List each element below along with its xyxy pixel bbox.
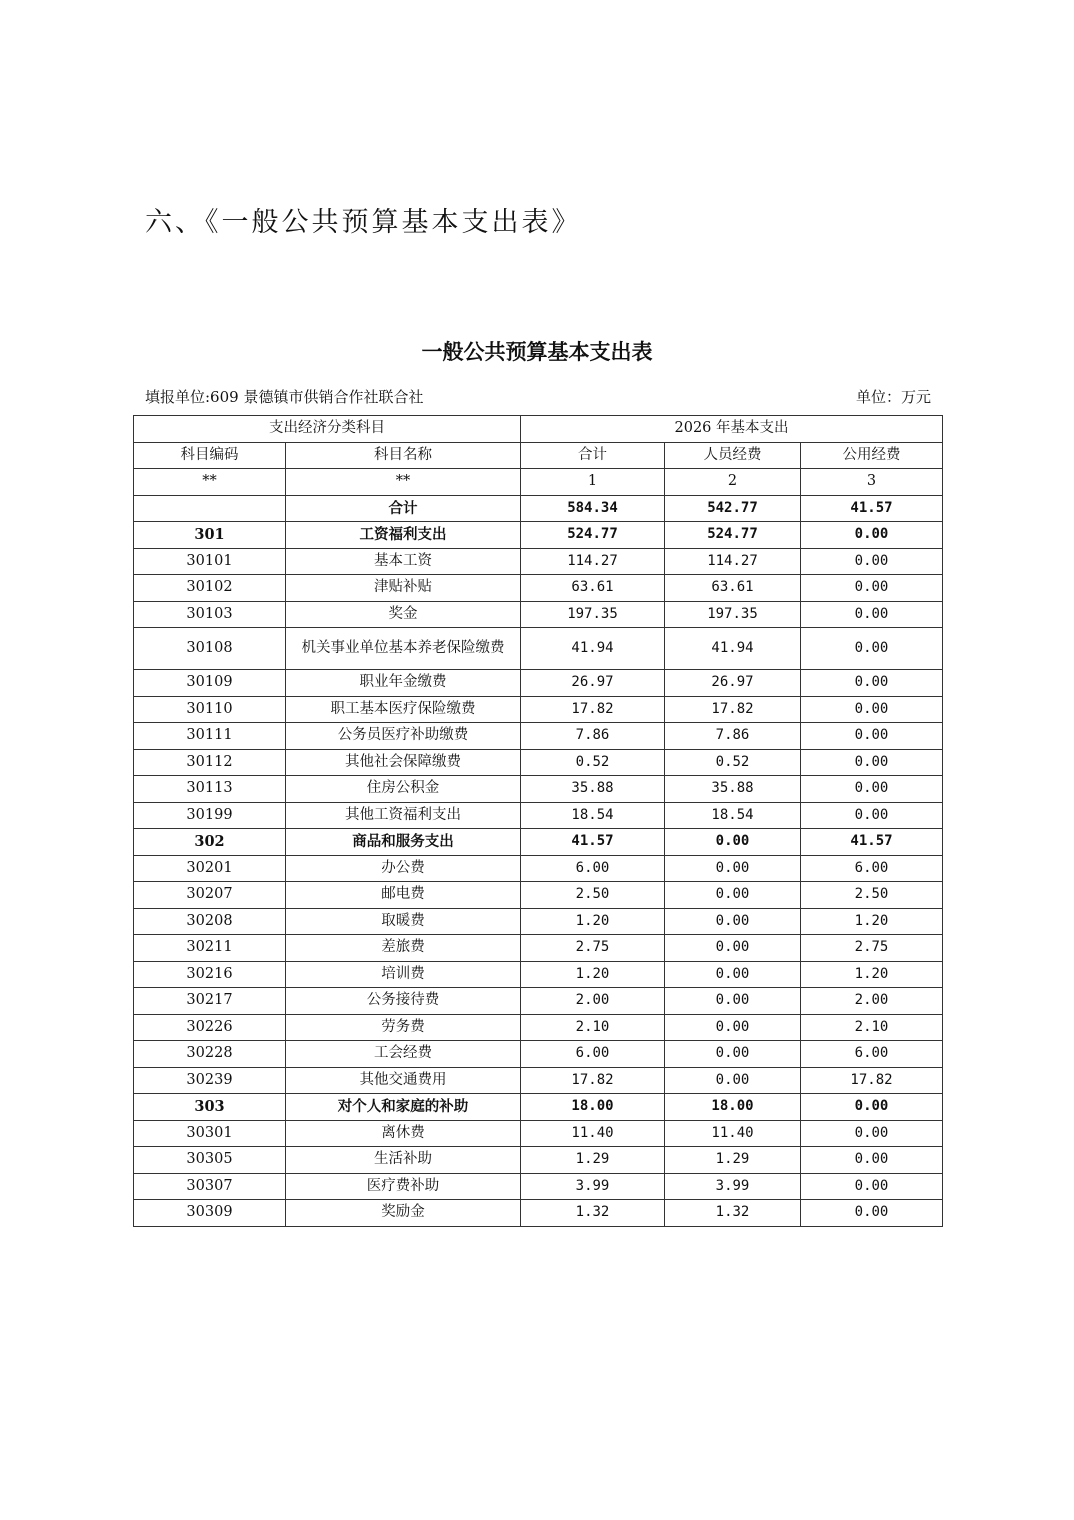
cell-code: 30113 <box>134 776 286 803</box>
cell-total: 63.61 <box>521 575 665 602</box>
header-col-total: 合计 <box>521 442 665 469</box>
cell-public: 0.00 <box>801 776 943 803</box>
cell-code: 30305 <box>134 1147 286 1174</box>
cell-public: 2.00 <box>801 988 943 1015</box>
cell-public: 41.57 <box>801 829 943 856</box>
cell-public: 1.20 <box>801 908 943 935</box>
cell-public: 0.00 <box>801 1173 943 1200</box>
cell-name: 商品和服务支出 <box>286 829 521 856</box>
cell-name: 办公费 <box>286 855 521 882</box>
cell-name: 差旅费 <box>286 935 521 962</box>
cell-personnel: 3.99 <box>665 1173 801 1200</box>
cell-code: 30207 <box>134 882 286 909</box>
cell-public: 0.00 <box>801 575 943 602</box>
table-row <box>134 1200 943 1227</box>
cell-public: 2.75 <box>801 935 943 962</box>
cell-code: 30301 <box>134 1120 286 1147</box>
cell-code: 301 <box>134 522 286 549</box>
cell-public: 0.00 <box>801 1200 943 1227</box>
cell-public: 6.00 <box>801 1041 943 1068</box>
cell-public: 17.82 <box>801 1067 943 1094</box>
cell-personnel: 0.00 <box>665 855 801 882</box>
table-row <box>134 723 943 750</box>
header-col-public: 公用经费 <box>801 442 943 469</box>
cell-code: 30307 <box>134 1173 286 1200</box>
cell-public: 0.00 <box>801 522 943 549</box>
cell-public: 0.00 <box>801 548 943 575</box>
cell-public: 0.00 <box>801 749 943 776</box>
table-row <box>134 1041 943 1068</box>
table-row <box>134 1094 943 1121</box>
cell-public: 0.00 <box>801 1120 943 1147</box>
budget-table <box>133 415 943 1227</box>
cell-total: 197.35 <box>521 601 665 628</box>
cell-personnel: 7.86 <box>665 723 801 750</box>
cell-name: 合计 <box>286 495 521 522</box>
cell-name: 奖金 <box>286 601 521 628</box>
table-row <box>134 1173 943 1200</box>
cell-code: 30211 <box>134 935 286 962</box>
cell-personnel: 1.29 <box>665 1147 801 1174</box>
cell-public: 0.00 <box>801 802 943 829</box>
cell-personnel: 542.77 <box>665 495 801 522</box>
cell-name: 奖励金 <box>286 1200 521 1227</box>
cell-name: 培训费 <box>286 961 521 988</box>
table-row <box>134 601 943 628</box>
cell-name: 劳务费 <box>286 1014 521 1041</box>
cell-personnel: 0.00 <box>665 1014 801 1041</box>
cell-code: 30101 <box>134 548 286 575</box>
cell-name: 其他社会保障缴费 <box>286 749 521 776</box>
cell-total: 1.29 <box>521 1147 665 1174</box>
cell-total: 7.86 <box>521 723 665 750</box>
header-idx-name: ** <box>286 469 521 496</box>
cell-total: 35.88 <box>521 776 665 803</box>
cell-code: 302 <box>134 829 286 856</box>
cell-personnel: 0.00 <box>665 1041 801 1068</box>
cell-total: 584.34 <box>521 495 665 522</box>
cell-code <box>134 495 286 522</box>
cell-name: 其他交通费用 <box>286 1067 521 1094</box>
cell-name: 离休费 <box>286 1120 521 1147</box>
cell-name: 职业年金缴费 <box>286 670 521 697</box>
header-idx-code: ** <box>134 469 286 496</box>
cell-name: 公务接待费 <box>286 988 521 1015</box>
cell-name: 邮电费 <box>286 882 521 909</box>
cell-name: 机关事业单位基本养老保险缴费 <box>286 628 521 670</box>
cell-code: 303 <box>134 1094 286 1121</box>
cell-name: 津贴补贴 <box>286 575 521 602</box>
cell-public: 2.10 <box>801 1014 943 1041</box>
header-group-row <box>134 416 943 443</box>
cell-name: 医疗费补助 <box>286 1173 521 1200</box>
cell-code: 30110 <box>134 696 286 723</box>
cell-code: 30217 <box>134 988 286 1015</box>
table-row <box>134 575 943 602</box>
cell-code: 30239 <box>134 1067 286 1094</box>
cell-name: 取暖费 <box>286 908 521 935</box>
table-row <box>134 961 943 988</box>
table-title: 一般公共预算基本支出表 <box>421 339 653 364</box>
table-row <box>134 1147 943 1174</box>
cell-public: 0.00 <box>801 628 943 670</box>
table-row <box>134 696 943 723</box>
cell-name: 住房公积金 <box>286 776 521 803</box>
header-col-name: 科目名称 <box>286 442 521 469</box>
cell-personnel: 0.00 <box>665 961 801 988</box>
cell-name: 生活补助 <box>286 1147 521 1174</box>
table-row <box>134 670 943 697</box>
cell-code: 30201 <box>134 855 286 882</box>
table-row <box>134 935 943 962</box>
cell-total: 0.52 <box>521 749 665 776</box>
cell-name: 其他工资福利支出 <box>286 802 521 829</box>
header-col-personnel: 人员经费 <box>665 442 801 469</box>
cell-public: 0.00 <box>801 670 943 697</box>
cell-total: 524.77 <box>521 522 665 549</box>
table-row <box>134 908 943 935</box>
cell-total: 2.75 <box>521 935 665 962</box>
cell-personnel: 18.00 <box>665 1094 801 1121</box>
cell-total: 114.27 <box>521 548 665 575</box>
cell-name: 职工基本医疗保险缴费 <box>286 696 521 723</box>
currency-unit: 单位：万元 <box>855 388 931 406</box>
cell-personnel: 0.00 <box>665 882 801 909</box>
header-index-row <box>134 469 943 496</box>
cell-personnel: 197.35 <box>665 601 801 628</box>
cell-code: 30228 <box>134 1041 286 1068</box>
header-group-right: 2026 年基本支出 <box>521 416 943 443</box>
cell-name: 工会经费 <box>286 1041 521 1068</box>
table-row <box>134 829 943 856</box>
header-idx-public: 3 <box>801 469 943 496</box>
cell-personnel: 35.88 <box>665 776 801 803</box>
header-col-code: 科目编码 <box>134 442 286 469</box>
cell-code: 30102 <box>134 575 286 602</box>
table-row <box>134 548 943 575</box>
table-row <box>134 882 943 909</box>
table-row <box>134 522 943 549</box>
cell-personnel: 524.77 <box>665 522 801 549</box>
table-row <box>134 802 943 829</box>
cell-name: 公务员医疗补助缴费 <box>286 723 521 750</box>
cell-personnel: 41.94 <box>665 628 801 670</box>
cell-total: 18.00 <box>521 1094 665 1121</box>
header-idx-personnel: 2 <box>665 469 801 496</box>
table-row <box>134 495 943 522</box>
table-row <box>134 628 943 670</box>
cell-total: 6.00 <box>521 855 665 882</box>
budget-table-body <box>134 416 943 1227</box>
cell-personnel: 114.27 <box>665 548 801 575</box>
table-row <box>134 1120 943 1147</box>
cell-total: 41.57 <box>521 829 665 856</box>
cell-total: 3.99 <box>521 1173 665 1200</box>
cell-code: 30216 <box>134 961 286 988</box>
cell-name: 基本工资 <box>286 548 521 575</box>
cell-code: 30309 <box>134 1200 286 1227</box>
cell-public: 2.50 <box>801 882 943 909</box>
section-heading: 六、《一般公共预算基本支出表》 <box>145 207 582 238</box>
cell-total: 17.82 <box>521 1067 665 1094</box>
table-row <box>134 749 943 776</box>
table-row <box>134 776 943 803</box>
cell-personnel: 18.54 <box>665 802 801 829</box>
cell-total: 17.82 <box>521 696 665 723</box>
cell-total: 26.97 <box>521 670 665 697</box>
cell-public: 6.00 <box>801 855 943 882</box>
cell-personnel: 11.40 <box>665 1120 801 1147</box>
cell-personnel: 17.82 <box>665 696 801 723</box>
cell-personnel: 26.97 <box>665 670 801 697</box>
cell-code: 30199 <box>134 802 286 829</box>
cell-code: 30108 <box>134 628 286 670</box>
cell-personnel: 0.00 <box>665 1067 801 1094</box>
cell-code: 30111 <box>134 723 286 750</box>
cell-total: 18.54 <box>521 802 665 829</box>
cell-public: 0.00 <box>801 1094 943 1121</box>
table-row <box>134 1067 943 1094</box>
cell-total: 1.20 <box>521 908 665 935</box>
reporting-unit: 填报单位:609 景德镇市供销合作社联合社 <box>145 388 424 406</box>
cell-code: 30208 <box>134 908 286 935</box>
cell-total: 6.00 <box>521 1041 665 1068</box>
cell-personnel: 0.52 <box>665 749 801 776</box>
cell-public: 1.20 <box>801 961 943 988</box>
cell-total: 2.00 <box>521 988 665 1015</box>
table-row <box>134 1014 943 1041</box>
cell-total: 41.94 <box>521 628 665 670</box>
cell-personnel: 0.00 <box>665 908 801 935</box>
table-row <box>134 988 943 1015</box>
cell-personnel: 1.32 <box>665 1200 801 1227</box>
cell-code: 30103 <box>134 601 286 628</box>
cell-personnel: 0.00 <box>665 829 801 856</box>
header-idx-total: 1 <box>521 469 665 496</box>
cell-total: 2.50 <box>521 882 665 909</box>
cell-total: 11.40 <box>521 1120 665 1147</box>
table-row <box>134 855 943 882</box>
cell-public: 41.57 <box>801 495 943 522</box>
cell-total: 1.20 <box>521 961 665 988</box>
cell-total: 1.32 <box>521 1200 665 1227</box>
cell-personnel: 0.00 <box>665 935 801 962</box>
cell-code: 30112 <box>134 749 286 776</box>
cell-code: 30226 <box>134 1014 286 1041</box>
header-group-left: 支出经济分类科目 <box>134 416 521 443</box>
cell-public: 0.00 <box>801 723 943 750</box>
cell-personnel: 63.61 <box>665 575 801 602</box>
cell-personnel: 0.00 <box>665 988 801 1015</box>
cell-name: 工资福利支出 <box>286 522 521 549</box>
header-column-row <box>134 442 943 469</box>
cell-total: 2.10 <box>521 1014 665 1041</box>
cell-public: 0.00 <box>801 1147 943 1174</box>
cell-name: 对个人和家庭的补助 <box>286 1094 521 1121</box>
cell-public: 0.00 <box>801 601 943 628</box>
cell-code: 30109 <box>134 670 286 697</box>
cell-public: 0.00 <box>801 696 943 723</box>
